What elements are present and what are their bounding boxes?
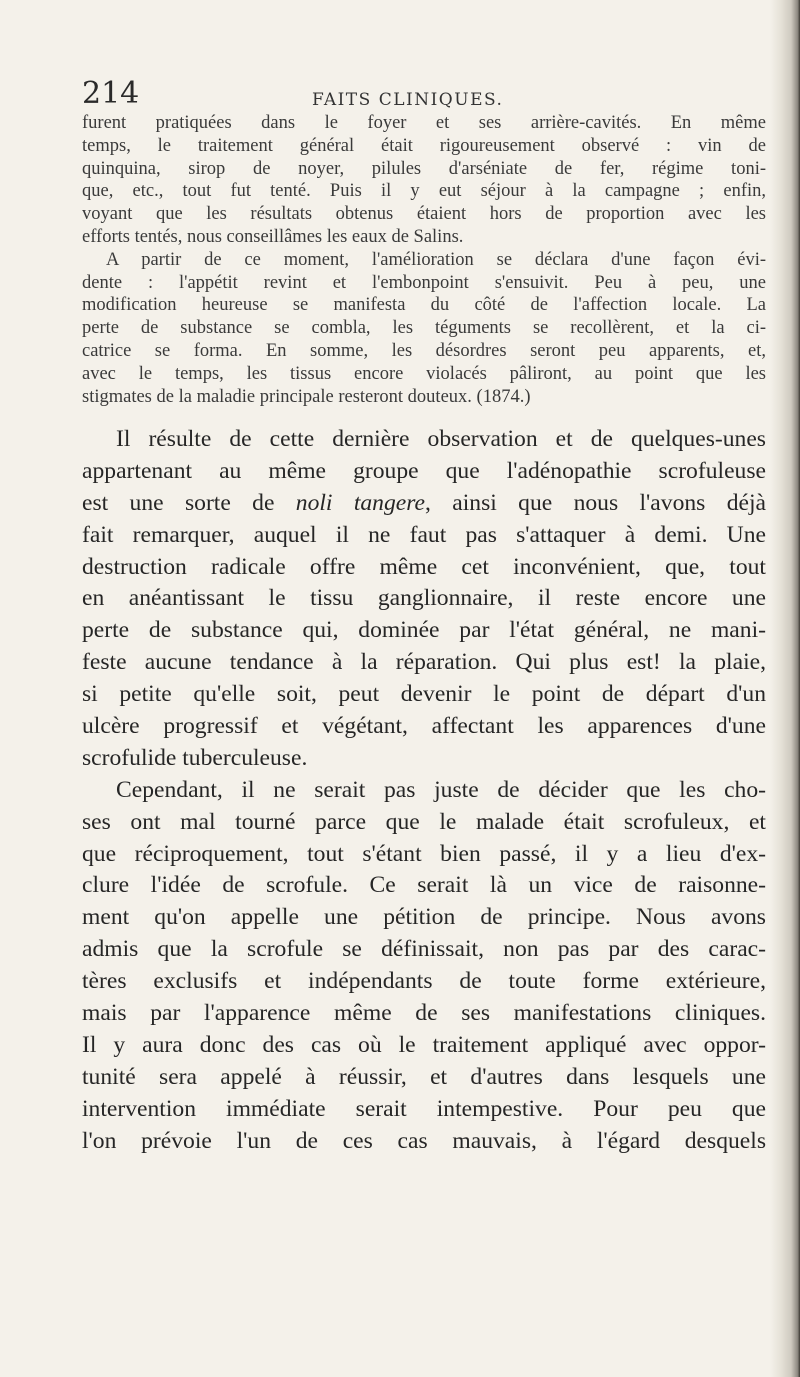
text-line: dente : l'appétit revint et l'embonpoint s'ensuivit. Peu à peu, une xyxy=(82,272,766,293)
text-line: ses ont mal tourné parce que le malade était scrofuleux, et xyxy=(82,808,766,835)
text-line: si petite qu'elle soit, peut devenir le point de départ d'un xyxy=(82,681,766,708)
text-line: perte de substance se combla, les téguments se recollèrent, et la ci- xyxy=(82,318,766,339)
text-run: est une sorte de xyxy=(82,489,296,516)
text-run: , ainsi que nous l'avons déjà xyxy=(425,489,766,516)
text-line: efforts tentés, nous conseillâmes les eaux de Salins. xyxy=(82,226,464,247)
text-line: l'on prévoie l'un de ces cas mauvais, à l'égard desquels xyxy=(82,1127,766,1154)
text-line: intervention immédiate serait intempestive. Pour peu que xyxy=(82,1095,766,1122)
text-line: en anéantissant le tissu ganglionnaire, il reste encore une xyxy=(82,585,766,612)
text-line: appartenant au même groupe que l'adénopathie scrofuleuse xyxy=(82,457,766,484)
text-line: Cependant, il ne serait pas juste de décider que les cho- xyxy=(116,776,766,803)
italic-term: noli tangere xyxy=(295,489,426,516)
text-line: tères exclusifs et indépendants de toute forme extérieure, xyxy=(82,968,766,995)
text-line: perte de substance qui, dominée par l'état général, ne mani- xyxy=(82,617,766,644)
text-line: modification heureuse se manifesta du côté de l'affection locale. La xyxy=(82,295,766,316)
text-line: que, etc., tout fut tenté. Puis il y eut séjour à la campagne ; enfin, xyxy=(82,181,766,202)
text-line: destruction radicale offre même cet inconvénient, que, tout xyxy=(82,553,766,580)
text-line: quinquina, sirop de noyer, pilules d'arséniate de fer, régime toni- xyxy=(82,158,766,179)
text-line: furent pratiquées dans le foyer et ses arrière-cavités. En même xyxy=(82,113,766,133)
page-header xyxy=(82,76,772,110)
running-head: FAITS CLINIQUES. xyxy=(312,90,504,110)
observation-paragraph xyxy=(82,112,766,408)
text-line: clure l'idée de scrofule. Ce serait là un vice de raisonne- xyxy=(82,872,766,899)
text-line: ulcère progressif et végétant, affectant les apparences d'une xyxy=(82,713,766,740)
text-line: Il y aura donc des cas où le traitement appliqué avec oppor- xyxy=(82,1031,766,1058)
main-text xyxy=(82,424,766,1157)
text-line: fait remarquer, auquel il ne faut pas s'attaquer à demi. Une xyxy=(82,521,766,548)
text-line: mais par l'apparence même de ses manifestations cliniques. xyxy=(82,1000,766,1027)
text-line: voyant que les résultats obtenus étaient hors de proportion avec les xyxy=(82,204,766,225)
text-line: tunité sera appelé à réussir, et d'autres dans lesquels une xyxy=(82,1063,766,1090)
page-gutter-shadow xyxy=(770,0,800,1377)
text-line xyxy=(82,488,766,520)
text-line: Il résulte de cette dernière observation et de quelques-unes xyxy=(116,426,766,452)
text-line: temps, le traitement général était rigoureusement observé : vin de xyxy=(82,135,766,156)
page-number: 214 xyxy=(82,76,140,111)
text-line: avec le temps, les tissus encore violacés pâliront, au point que les xyxy=(82,363,766,384)
text-line: scrofulide tuberculeuse. xyxy=(82,744,308,771)
text-line: stigmates de la maladie principale resteront douteux. (1874.) xyxy=(82,386,531,407)
text-line: que réciproquement, tout s'étant bien passé, il y a lieu d'ex- xyxy=(82,840,766,867)
text-line: admis que la scrofule se définissait, non pas par des carac- xyxy=(82,936,766,963)
text-line: A partir de ce moment, l'amélioration se déclara d'une façon évi- xyxy=(106,249,766,270)
text-line: ment qu'on appelle une pétition de principe. Nous avons xyxy=(82,904,766,931)
text-line: feste aucune tendance à la réparation. Qui plus est! la plaie, xyxy=(82,649,766,676)
text-line: catrice se forma. En somme, les désordres seront peu apparents, et, xyxy=(82,340,766,361)
